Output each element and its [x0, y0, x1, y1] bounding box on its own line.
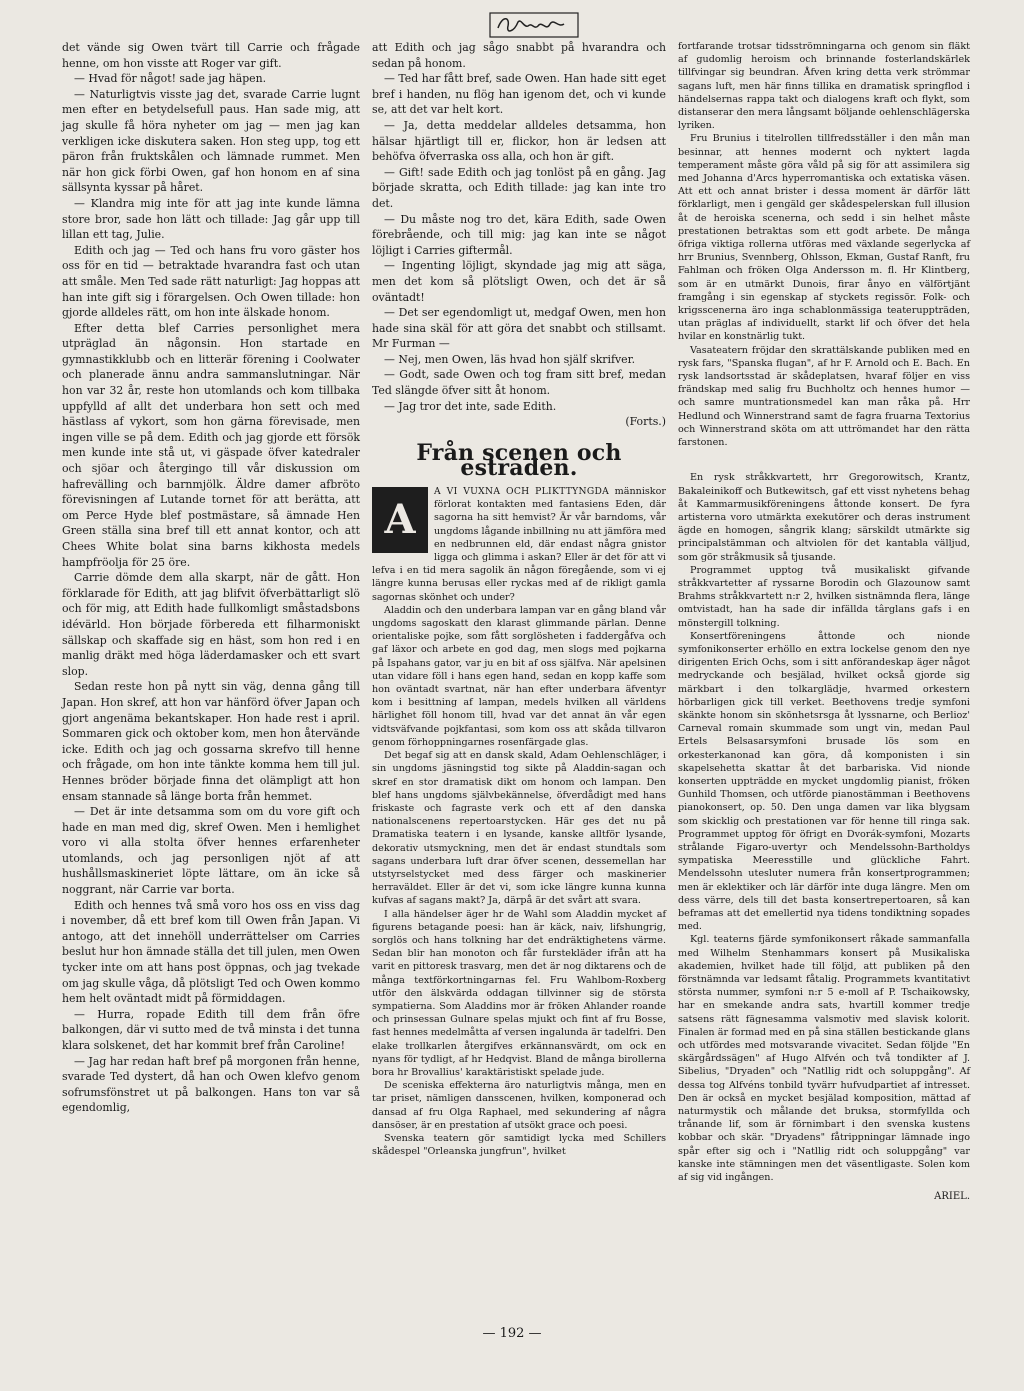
paragraph: — Godt, sade Owen och tog fram sitt bref, medan Ted slängde öfver sitt åt honom. [372, 368, 666, 398]
paragraph: att Edith och jag sågo snabbt på hvarandra och sedan på honom. [372, 41, 666, 70]
paragraph: De sceniska effekterna äro naturligtvis många, men en tar priset, nämligen dansscenen, hvilken, komponerad och dansad af fru Olga Raphael, med sekundering af några dansöser, är en prestation af utsökt grace och poesi. [372, 1080, 666, 1131]
paragraph: Konsertföreningens åttonde och nionde symfonikonserter erhöllo en extra lockelse genom den nye dirigenten Erich Ochs, som i sitt anförandeskap äger något medryckande och besjälad, hvilket också gjorde sig märkbart i den tolkarglädje, hvarmed orkestern hörbarligen gick till verket. Beethovens tredje symfoni skänkte honom sin skönhetsrsga åt lyssnarne, och Berlioz' Carneval romain skummade som ungt vin, medan Paul Ertels Belsasarsymfoni brusade lös som en orkesterkanonad kan göra, då komponisten i sin skapelsehetta skattar åt det barbariska. Vid nionde konserten uppträdde en mycket ungdomlig pianist, fröken Gunhild Thomsen, och utförde pianostämman i Beethovens pianokonsert, op. 50. Den unga damen var lika blygsam som skicklig och prestationen var för henne till ringa sak. Programmet upptog för öfrigt en Dvorák-symfoni, Mozarts strålande Figaro-uvertyr och Mendelssohn-Bartholdys sympatiska Meeresstille und glückliche Fahrt. Mendelssohn utesluter numera från konsertprogrammen; men är eklektiker och lär därför inte duga längre. Men om dess värre, dels till det basta konsertrepertoaren, så kan beframas att det emellertid nya tidens tondiktning sopades med. [678, 630, 970, 933]
author-signature: ARIEL. [934, 1191, 970, 1203]
paragraph: Programmet upptog två musikaliskt gifvande stråkkvartetter af ryssarne Borodin och Glazounow samt Brahms stråkkvartett n:r 2, hvilken sistnämnda flera, länge omtvistadt, han ha sade dir infällda târglans gafs i en mönstergill tolkning. [678, 564, 970, 629]
paragraph: — Klandra mig inte för att jag inte kunde lämna store bror, sade hon lätt och tillade: Jag går upp till lillan ett tag, Julie. [62, 196, 360, 242]
column-1 [62, 40, 360, 1116]
paragraph: Fru Brunius i titelrollen tillfredsställer i den mån man besinnar, att hennes modernt och nyktert lagda temperament måste göra våld på sig för att assimilera sig med Johanna d'Arcs hyperromantiska och extatiska väsen. Att ett och annat brister i dessa moment är därför lätt förklarligt, men i gengäld ger skådespelerskan full illusion åt de heroiska scenerna, och sedd i sin helhet måste prestationen betraktas som ett godt arbete. De många öfriga viktiga rollerna utföras med växlande segerlycka af hrr Brunius, Svennberg, Ohlsson, Ekman, Gustaf Ranft, fru Fahlman och fröken Olga Andersson m. fl. Hr Klintberg, som är en utmärkt Dunois, firar ånyo en välförtjänt framgång i sin egenskap af styckets regissör. Folk- och krigsscenerna äro inga schablonmässiga teateruppträden, utan präglas af individuellt, starkt lif och öfver det hela hvilar en konstnärlig tukt. [678, 133, 970, 343]
paragraph: — Nej, men Owen, läs hvad hon själf skrifver. [384, 352, 636, 366]
lead-caps: A VI VUXNA OCH PLIKTTYNGDA [434, 486, 610, 498]
review-article [372, 485, 666, 1158]
paragraph: — Ja, detta meddelar alldeles detsamma, hon hälsar hjärtligt till er, flickor, hon är ledsen att behöfva öfverraska oss alla, och hon är gift. [372, 118, 666, 164]
handwritten-signature-stamp [488, 10, 580, 40]
paragraph: Svenska teatern gör samtidigt lycka med Schillers skådespel "Orleanska jungfrun", hvilket [372, 1132, 666, 1158]
section-heading: Från scenen och estraden. [416, 439, 622, 482]
paragraph: I alla händelser äger hr de Wahl som Aladdin mycket af figurens betagande poesi: han är käck, naiv, lifshungrig, sorglös och hans tolkning har det endräktighetens värme. Sedan blir han monoton och får furstekläder ifrån att ha varit en pittoresk trasvarg, men det är nog diktarens och de många textförkortningarnas fel. Fru Wahlbom-Roxberg utför den älskvärda oddagan tillvinner sig de största sympatierna. Som Aladdins mor är fröken Ahlander roande och prinsessan Gulnare spelas mjukt och fint af fru Bosse, fast hennes medelmåtta af versen ingalunda är tadelfri. Den elake trollkarlen återgifves erkännansvärdt, om ock en nyans för tydligt, af hr Hedqvist. Bland de många birollerna bora hr Brovallius' karaktäristiskt spelade jude. [372, 908, 666, 1078]
paragraph: En rysk stråkkvartett, hrr Gregorowitsch, Krantz, Bakaleinikoff och Butkewitsch, gaf ett visst nyhetens behag åt Kammarmusikföreningens åttonde konsert. De fyra artisterna voro utmärkta exekutörer och deras instrument ägde en homogen, sångrik klang; särskildt utmärkte sig principalstämman och altviolen för det kantabla välljud, som gör stråkmusik så tjusande. [678, 472, 970, 563]
paragraph: Aladdin och den underbara lampan var en gång bland vår ungdoms sagoskatt den klarast glimmande pärlan. Denne orientaliske pojke, som fått sorglösheten i faddergåfva och gaf läxor och arbete en god dag, men slogs med pojkarna på Ispahans gator, var ju en bit af oss själfva. När apelsinen utan vidare föll i hans egen hand, sedan en kopp kaffe som hon oväntadt svartnat, när han efter underbara äfventyr kom i besittning af lampan, medels hvilken all världens härlighet föll honom till, hvad var det annat än vår egen vidtsväfvande pojkfantasi, som kom oss att skåda tillvaron genom förhoppningarnes rosenfärgade glas. [372, 604, 666, 748]
paragraph: Edith och hennes två små voro hos oss en viss dag i november, då ett bref kom till Owen från Japan. Vi antogo, att det innehöll underrättelser om Carries beslut hur hon ämnade ställa det till julen, men Owen tycker inte om att hans post öppnas, och jag tvekade om jag skulle våga, då plötsligt Ted och Owen kommo hem helt oväntadt midt på förmiddagen. [62, 898, 360, 1006]
paragraph: — Hurra, ropade Edith till dem från öfre balkongen, där vi sutto med de två minsta i det tunna klara solskenet, det har kommit bref från Caroline! [62, 1007, 360, 1052]
paragraph: — Ted har fått bref, sade Owen. Han hade sitt eget bref i handen, nu flög han igenom det, och vi kunde se, att det var helt kort. [372, 72, 666, 117]
decorative-drop-cap: A [372, 487, 428, 553]
continued-marker: (Forts.) [625, 415, 666, 429]
paragraph: Efter detta blef Carries personlighet mera utpräglad än någonsin. Hon startade en gymnastikklubb och en litterär förening i Coolwater och planerade ännu andra sammanslutningar. När hon var 32 år, reste hon utomlands och kom tillbaka uppfylld af allt det underbara hon sett och med hästlass af vykort, som hon gärna förevisade, men ingen ville se på dem. Edith och jag gjorde ett försök men kunde inte stå ut, vi gäspade öfver katedraler och sjöar och återgingo till vår diskussion om hafrevälling och barnmjölk. Äldre damer afbröto förevisningen af Lutande tornet för att berätta, att om Perce Hyde blef postmästare, så ämnade Hen Green ställa sina bref till ett annat kontor, och att Chees White bolat sina barns kikhosta medels hampfröolja för 25 öre. [62, 321, 360, 569]
paragraph: fortfarande trotsar tidsströmningarna och genom sin fläkt af gudomlig heroism och brinnande fosterlandskärlek tillfvingar sig beundran. Åfven kring detta verk strömmar sagans luft, men här finns tillika en dramatisk springflod i händelsernas rappa takt och dialogens kraft och flykt, som distanserar den mera långsamt böljande oehlenschlägerska lyriken. [678, 41, 970, 132]
paragraph: Sedan reste hon på nytt sin väg, denna gång till Japan. Hon skref, att hon var hänförd öfver Japan och gjort angenäma bekantskaper. Hon hade rest i april. Sommaren gick och oktober kom, men hon återvände icke. Edith och jag och gossarna skrefvo till henne och frågade, om hon inte tänkte komma hem till jul. Hennes bröder började finna det olämpligt att hon ensam stannade så länge borta från hemmet. [62, 680, 360, 803]
paragraph: — Jag tror det inte, sade Edith. [384, 399, 557, 413]
column-2 [372, 40, 666, 1158]
paragraph: Kgl. teaterns fjärde symfonikonsert råkade sammanfalla med Wilhelm Stenhammars konsert på Musikaliska akademien, hvilket hade till följd, att publiken på den förstnämnda var ledsamt fåtalig. Programmets kvantitativt största nummer, symfoni n:r 5 e-moll af P. Tschaikowsky, har en smekande andra sats, hvartill kommer tredje satsens rätt fägnesamma valsmotiv med slavisk kolorit. Finalen är formad med en på sina ställen bestickande glans och utfördes med motsvarande vivacitet. Sedan följde "En skärgårdssägen" af Hugo Alfvén och två tondikter af J. Sibelius, "Dryaden" och "Natllig ridt och soluppgång". Af dessa tog Alfvéns tonbild tyvärr hufvudpartiet af intresset. Den är också en mycket besjälad komposition, mättad af naturmystik och målande det bruksa, stormfyllda och trånande lif, som är förnimbart i den svenska kustens kobbar och skär. "Dryadens" fåtrippningar lämnade ingo spår efter sig och i "Natllig ridt och soluppgång" var kanske inte stämningen men det väsentligaste. Solen kom af sig vid ingången. [678, 934, 970, 1184]
paragraph: — Jag har redan haft bref på morgonen från henne, svarade Ted dystert, då han och Owen klefvo genom sofrumsfönstret ut på balkongen. Hans ton var så egendomlig, [62, 1054, 360, 1115]
page-number: — 192 — [482, 1326, 542, 1341]
paragraph: — Hvad för något! sade jag häpen. [74, 72, 267, 86]
paragraph: — Naturligtvis visste jag det, svarade Carrie lugnt men efter en betydelsefull paus. Han sade mig, att jag skulle få höra nyheter om jag — men jag kan verkligen icke diskutera saken. Hon steg upp, tog ett päron från fruktskålen och lämnade rummet. Men när hon gick förbi Owen, gaf hon honom en af sina sällsynta kyssar på håret. [62, 87, 360, 195]
column-3 [678, 40, 970, 1203]
spacer [678, 449, 970, 471]
paragraph: — Det ser egendomligt ut, medgaf Owen, men hon hade sina skäl för att göra det snabbt och stillsamt. Mr Furman — [372, 306, 666, 351]
paragraph: — Ingenting löjligt, skyndade jag mig att säga, men det kom så plötsligt Owen, och det är så oväntadt! [372, 259, 666, 304]
paragraph: — Det är inte detsamma som om du vore gift och hade en man med dig, skref Owen. Men i hemlighet voro vi alla stolta öfver hennes erfarenheter utomlands, och jag personligen njöt af att hushållsmaskineriet löpte lättare, om än icke så noggrant, när Carrie var borta. [62, 805, 360, 897]
paragraph: — Gift! sade Edith och jag tonlöst på en gång. Jag började skratta, och Edith tillade: jag kan inte tro det. [372, 165, 666, 210]
paragraph: Carrie dömde dem alla skarpt, när de gått. Hon förklarade för Edith, att jag blifvit öfverbättarligt slö och för mig, att Edith hade fullkomligt småstadsbons idévärld. Hon började förbereda ett filharmoniskt sällskap och skaffade sig en häst, som hon red i en manlig dräkt med höga läderdamasker och ett svart slop. [62, 571, 360, 678]
paragraph: Det begaf sig att en dansk skald, Adam Oehlenschläger, i sin ungdoms jäsningstid tog sikte på Aladdin-sagan och skref en stor dramatisk dikt om honom och lampan. Den blef hans ungdoms självbekännelse, öfverdådigt med hans friskaste och fagraste verk och ett af den danska nationalscenens repertoarstycken. Här ges det nu på Dramatiska teatern i en lysande, kanske alltför lysande, dekorativ utsmyckning, men det är endast stundtals som sagans underbara luft drar öfver scenen, dessemellan har utstyrselstycket med dess färger och maskinerier herraväldet. Eller är det vi, som icke längre kunna kunna kufvas af sagans makt? Ja, därpå är det svårt att svara. [372, 750, 666, 907]
lead-text: människor förlorat kontakten med fantasiens Eden, där sagorna ha sitt hemvist? Är vår barndoms, vår ungdoms lågande inbillning nu att jämföra med en nedbrunnen eld, där endast några gnistor ligga och glimma i askan? Eller är det för att vi lefva i en tid mera sagolik än någon föregående, som vi ej längre kunna berusas eller ryckas med af de rikligt gamla sagornas skönhet och under? [372, 486, 666, 603]
paragraph: Edith och jag — Ted och hans fru voro gäster hos oss för en tid — betraktade hvarandra fast och utan att småle. Men Ted sade rätt naturligt: Jag hoppas att han inte gift sig i förargelsen. Och Owen tillade: hon gjorde alldeles rätt, om hon inte älskade honom. [62, 243, 360, 320]
paragraph: Vasateatern fröjdar den skrattälskande publiken med en rysk fars, "Spanska flugan", af hr F. Arnold och E. Bach. En rysk landsortsstad är skådeplatsen, hvaraf följer en viss frändskap med salig fru Buchholtz och hennes humor — och samre muntrationsmedel kan man råka på. Hrr Hedlund och Winnerstrand samt de fagra fruarna Textorius och Winnerstrand sköta om att uttrömandet har den rätta farstonen. [678, 344, 970, 449]
paragraph: — Du måste nog tro det, kära Edith, sade Owen förebrående, och till mig: jag kan inte se något löjligt i Carries giftermål. [372, 212, 666, 257]
paragraph: det vände sig Owen tvärt till Carrie och frågade henne, om hon visste att Roger var gift. [62, 41, 360, 70]
